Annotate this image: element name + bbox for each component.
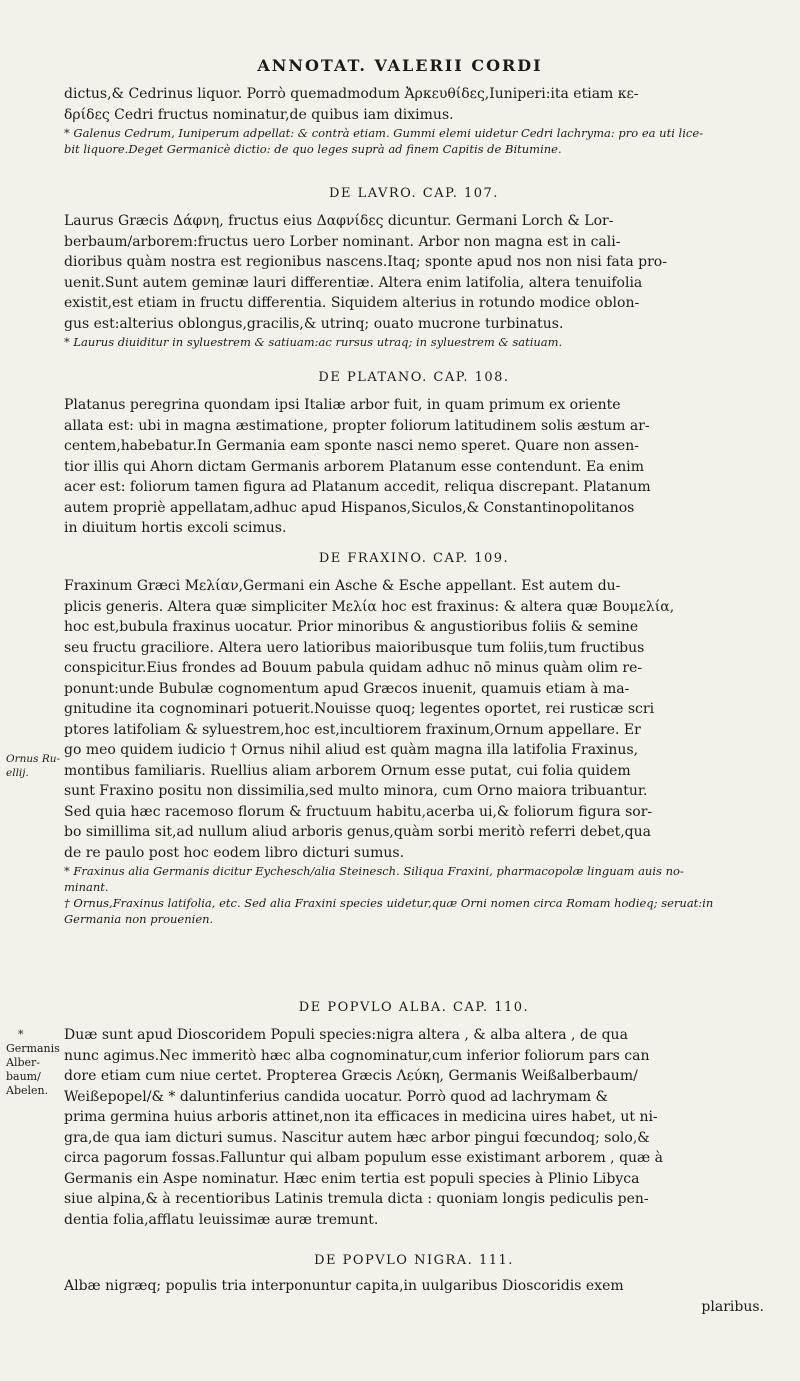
text-line: plaribus. (701, 1298, 764, 1315)
chapter-heading: DE POPVLO ALBA. CAP. 110. (298, 1000, 530, 1015)
section-populo-alba (64, 1000, 764, 1230)
margin-note-line: Ornus Ru- (6, 753, 61, 765)
text-line: montibus familiaris. Ruellius aliam arborem Ornum esse putat, cui folia quidem (64, 762, 631, 779)
text-line: Duæ sunt apud Dioscoridem Populi species:nigra altera , & alba altera , de qua (64, 1027, 628, 1043)
text-line: existit,est etiam in fructu differentia. Siquidem alterius in rotundo modice oblon- (64, 295, 640, 311)
margin-note-line: Abelen. (6, 1084, 49, 1097)
text-line: go meo quidem iudicio † Ornus nihil aliud est quàm magna illa latifolia Fraxinus, (64, 742, 639, 758)
text-line: de re paulo post hoc eodem libro dicturi sumus. (64, 844, 405, 861)
footnote-line: bit liquore.Deget Germanicè dictio: de quo leges suprà ad finem Capitis de Bitumine. (64, 142, 562, 156)
footnote-line: * Fraxinus alia Germanis dicitur Eychesch/alia Steinesch. Siliqua Fraxini, pharmacopolæ linguam auis no- (64, 864, 684, 878)
running-head: ANNOTAT. VALERII CORDI (257, 56, 543, 75)
footnote-line: † Ornus,Fraxinus latifolia, etc. Sed alia Fraxini species uidetur,quæ Orni nomen circa Romam hodieq; seruat:in (64, 896, 714, 910)
text-line: berbaum/arborem:fructus uero Lorber nominant. Arbor non magna est in cali- (64, 233, 621, 250)
text-line: Sed quia hæc racemoso florum & fructuum habitu,acerba ui,& foliorum figura sor- (64, 803, 653, 820)
text-line: Laurus Græcis Δάφνη, fructus eius Δαφνίδες dicuntur. Germani Lorch & Lor- (64, 213, 614, 229)
margin-note-alberbaum (6, 1028, 66, 1098)
text-line: prima germina huius arboris attinet,non ita efficaces in medicina uires habet, ut ni- (64, 1109, 658, 1125)
text-line: gus est:alterius oblongus,gracilis,& utrinq; ouato mucrone turbinatus. (64, 315, 564, 332)
text-line: dioribus quàm nostra est regionibus nascens.Itaq; sponte apud nos non nisi fata pro- (64, 254, 667, 270)
text-line: gra,de qua iam dicturi sumus. Nascitur autem hæc arbor pingui fœcundoq; solo,& (64, 1129, 650, 1146)
margin-note-line: Germanis (6, 1042, 60, 1055)
margin-note-line: baum/ (6, 1070, 41, 1083)
text-line: uenit.Sunt autem geminæ lauri differentiæ. Altera enim latifolia, altera tenuifolia (64, 274, 643, 291)
text-line: Platanus peregrina quondam ipsi Italiæ arbor fuit, in quam primum ex oriente (64, 397, 621, 413)
section-platano (64, 370, 764, 539)
footnote-line: * Laurus diuiditur in syluestrem & satiuam:ac rursus utraq; in syluestrem & satiuam. (64, 335, 563, 349)
text-line: δρίδες Cedri fructus nominatur,de quibus iam diximus. (64, 106, 454, 123)
chapter-heading: DE PLATANO. CAP. 108. (318, 370, 510, 385)
text-line: tior illis qui Ahorn dictam Germanis arborem Platanum esse contendunt. Ea enim (64, 458, 645, 475)
text-line: bo simillima sit,ad nullum aliud arboris genus,quàm sorbi meritò referri debet,qua (64, 824, 652, 840)
text-line: dentia folia,afflatu leuissimæ auræ tremunt. (64, 1211, 379, 1228)
text-line: autem propriè appellatam,adhuc apud Hispanos,Siculos,& Constantinopolitanos (64, 499, 635, 516)
text-line: allata est: ubi in magna æstimatione, propter foliorum latitudinem solis æstum ar- (64, 417, 650, 434)
text-line: Fraxinum Græci Μελίαν,Germani ein Asche & Esche appellant. Est autem du- (64, 578, 621, 594)
footnote-line: * Galenus Cedrum, Iuniperum adpellat: & contrà etiam. Gummi elemi uidetur Cedri lachryma: pro ea uti lice- (64, 126, 704, 140)
text-line: centem,habebatur.In Germania eam sponte nasci nemo speret. Quare non assen- (64, 438, 639, 454)
text-line: acer est: foliorum tamen figura ad Platanum accedit, reliqua discrepant. Platanum (64, 479, 651, 495)
text-line: nunc agimus.Nec immeritò hæc alba cognominatur,cum inferior foliorum pars can (64, 1047, 650, 1064)
text-line: conspicitur.Eius frondes ad Bouum pabula quidam adhuc nō minus quàm olim re- (64, 660, 643, 676)
text-line: in diuitum hortis excoli scimus. (64, 520, 287, 536)
text-line: Weißepopel/& * daluntinferius candida uocatur. Porrò quod ad lachrymam & (64, 1088, 609, 1105)
text-line: Germanis ein Aspe nominatur. Hæc enim tertia est populi species à Plinio Libyca (64, 1170, 640, 1187)
margin-note-line: ellij. (6, 767, 29, 779)
text-line: siue alpina,& à recentioribus Latinis tremula dicta : quoniam longis pediculis pen- (64, 1191, 649, 1207)
text-line: sunt Fraxino positu non dissimilia,sed multo minora, cum Orno maiora tribuantur. (64, 783, 648, 799)
section-fraxino (64, 551, 764, 927)
text-line: dictus,& Cedrinus liquor. Porrò quemadmodum Ἀρκευθίδες,Iuniperi:ita etiam κε- (64, 86, 639, 102)
chapter-heading: DE LAVRO. CAP. 107. (329, 186, 499, 201)
text-line: ptores latifoliam & syluestrem,hoc est,incultiorem fraxinum,Ornum appellare. Er (64, 721, 641, 738)
margin-note-line: Alber- (6, 1056, 40, 1069)
section-populo-nigra (64, 1253, 764, 1317)
chapter-heading: DE FRAXINO. CAP. 109. (318, 551, 510, 566)
text-line: plicis generis. Altera quæ simpliciter Μελία hoc est fraxinus: & altera quæ Βουμελία, (64, 598, 675, 615)
margin-note-line: * (18, 1028, 24, 1041)
text-line: ponunt:unde Bubulæ cognomentum apud Græcos inuenit, quamuis etiam à ma- (64, 680, 630, 697)
chapter-heading: DE POPVLO NIGRA. 111. (314, 1253, 514, 1268)
text-line: circa pagorum fossas.Falluntur qui albam populum esse existimant arborem , quæ à (64, 1150, 663, 1166)
footnote-line: Germania non prouenien. (64, 912, 214, 926)
section-lauro (64, 186, 764, 350)
text-line: dore etiam cum niue certet. Propterea Græcis Λεύκη, Germanis Weißalberbaum/ (64, 1068, 638, 1084)
text-line: Albæ nigræq; populis tria interponuntur capita,in uulgaribus Dioscoridis exem (64, 1278, 624, 1294)
footnote-line: minant. (64, 880, 109, 894)
margin-note-ornus (6, 752, 66, 780)
text-line: gnitudine ita cognominari potuerit.Nouisse quoq; legentes oportet, rei rusticæ scri (64, 701, 655, 717)
section-intro (64, 84, 764, 157)
text-line: seu fructu graciliore. Altera uero latioribus maioribusque tum foliis,tum fructibus (64, 639, 645, 656)
text-line: hoc est,bubula fraxinus uocatur. Prior minoribus & angustioribus foliis & semine (64, 619, 639, 635)
